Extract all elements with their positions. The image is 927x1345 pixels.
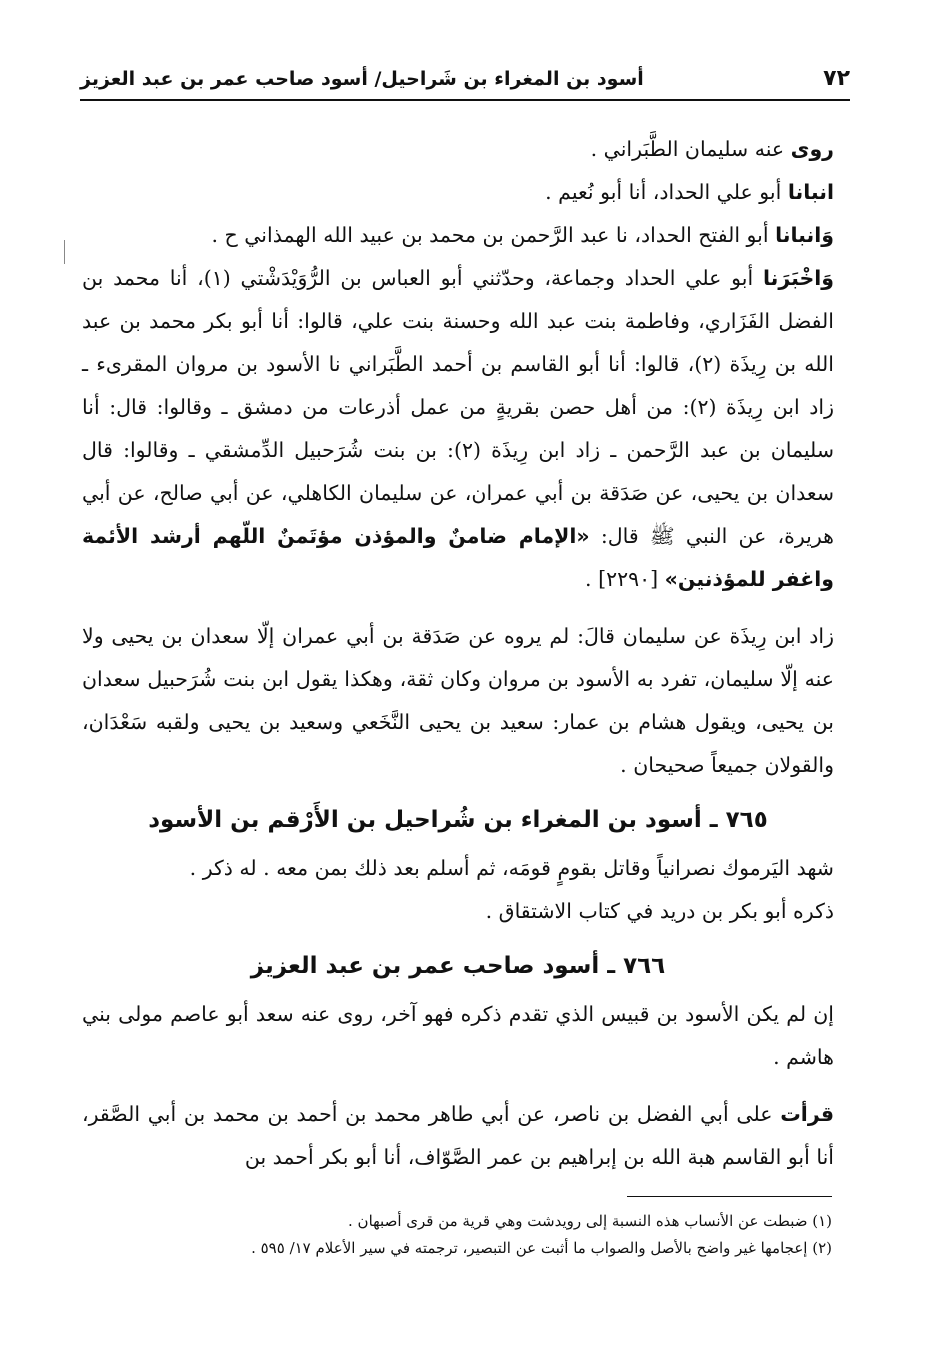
keyword-anbana: انبانا (787, 180, 834, 204)
hadith-ref: [٢٢٩٠] . (585, 567, 665, 591)
footnote-1: (١) ضبطت عن الأنساب هذه النسبة إلى رويدشت وهي قرية من قرى أصبهان . (348, 1212, 832, 1230)
paragraph-766-1: إن لم يكن الأسود بن قبيس الذي تقدم ذكره فهو آخر، روى عنه سعد أبو عاصم مولى بني هاشم . (82, 1002, 834, 1069)
footnotes (82, 1208, 832, 1262)
keyword-rawa: روى (790, 137, 834, 161)
paragraph-text: أبو علي الحداد، أنا أبو نُعيم . (545, 180, 788, 204)
margin-mark (64, 240, 66, 264)
keyword-akhbarana: وَاخْبَرَنا (762, 266, 834, 290)
paragraph-isnad-3 (82, 257, 834, 601)
paragraph-765-2: ذكره أبو بكر بن دريد في كتاب الاشتقاق . (485, 899, 834, 923)
footnote-rule (627, 1196, 832, 1197)
entry-heading-765: ٧٦٥ ـ أسود بن المغراء بن شُراحيل بن الأَرْقم بن الأسود (148, 807, 768, 833)
running-title: أسود بن المغراء بن شَراحيل/ أسود صاحب عمر بن عبد العزيز (80, 68, 644, 90)
page-header (80, 58, 850, 98)
footnote-2: (٢) إعجامها غير واضح بالأصل والصواب ما أثبت عن التبصير، ترجمته في سير الأعلام ١٧/ ٥٩٥ . (251, 1239, 832, 1257)
paragraph-765-1: شهد اليَرموك نصرانياً وقاتل بقومٍ قومَه، ثم أسلم بعد ذلك بمن معه . له ذكر . (189, 856, 834, 880)
paragraph-text: على أبي الفضل بن ناصر، عن أبي طاهر محمد بن أحمد بن محمد بن أبي الصَّقر، أنا أبو القاسم هبة الله بن إبراهيم بن عمر الصَّوّاف، أنا أبو بكر أحمد بن (82, 1102, 834, 1169)
spacer (82, 1079, 834, 1093)
paragraph-text: عنه سليمان الطَّبَراني . (590, 137, 791, 161)
header-rule (80, 99, 850, 101)
paragraph-text: أبو علي الحداد وجماعة، وحدّثني أبو العباس بن الرُّوَيْدَشْتي (١)، أنا محمد بن الفضل الفَزَاري، وفاطمة بنت عبد الله وحسنة بنت علي، قالوا: أنا أبو بكر محمد بن عبد الله بن رِيذَة (٢)، قالوا: أنا أبو القاسم بن أحمد الطَّبَراني نا الأسود بن مروان المقرىء ـ زاد ابن رِيذَة (٢): من أهل حصن بقريةٍ من عمل أذرعات من دمشق ـ وقالوا: قال: أنا سليمان بن عبد الرَّحمن ـ زاد ابن رِيذَة (٢): بن بنت شُرَحبيل الدِّمشقي ـ وقالوا: قال سعدان بن يحيى، عن صَدَقة بن أبي عمران، عن سليمان الكاهلي، عن أبي صالح، عن أبي هريرة، عن النبي ﷺ قال: (82, 266, 835, 548)
spacer (82, 601, 834, 615)
page-number: ٧٢ (823, 66, 850, 91)
entry-heading-766: ٧٦٦ ـ أسود صاحب عمر بن عبد العزيز (250, 953, 666, 979)
main-text (82, 128, 834, 1179)
paragraph-766-2 (82, 1093, 834, 1179)
hadith-text: «الإمام ضامنٌ والمؤذن مؤتَمنٌ اللّهم أرشد الأئمة واغفر للمؤذنين» (82, 524, 834, 591)
keyword-qaratu: قرأت (780, 1102, 834, 1126)
paragraph-isnad-1 (82, 171, 834, 214)
paragraph-isnad-2 (82, 214, 834, 257)
keyword-wa-anbana: وَانبانا (775, 223, 834, 247)
paragraph-narration-1 (82, 128, 834, 171)
paragraph-text: أبو الفتح الحداد، نا عبد الرَّحمن بن محمد بن عبيد الله الهمذاني ح . (211, 223, 776, 247)
paragraph-commentary: زاد ابن رِيذَة عن سليمان قالَ: لم يروه عن صَدَقة بن أبي عمران إلّا سعدان بن يحيى ولا عنه إلّا سليمان، تفرد به الأسود بن مروان وكان ثقة، وهكذا يقول ابن بنت شُرَحبيل سعدان بن يحيى، ويقول هشام بن عمار: سعيد بن يحيى النَّخَعي وسعيد بن يحيى ولقبه سَعْدَان، والقولان جميعاً صحيحان . (82, 624, 834, 777)
